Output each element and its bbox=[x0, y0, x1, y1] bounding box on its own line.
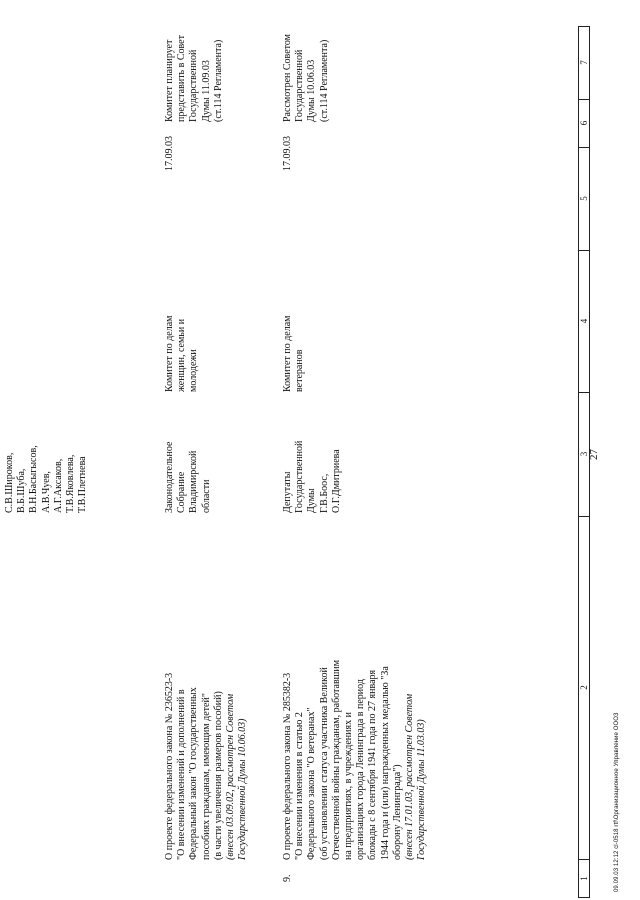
column-header-7: 7 bbox=[579, 26, 589, 100]
row-committee: Комитет по делам женщин, семьи и молодежи bbox=[164, 315, 200, 392]
row-status: Комитет планирует представить в Совет Государственной Думы 11.09.03 (ст.114 Регламента) bbox=[164, 35, 224, 122]
row-date: 17.09.03 bbox=[282, 136, 293, 171]
row-date: 17.09.03 bbox=[164, 136, 175, 171]
row-authors-list: С.В.Широков, В.Б.Шуба, В.Н.Басыгысов, А.В.Чуев, А.Г.Аксаков, Т.В.Яковлева, Т.В.Плетнева bbox=[4, 445, 89, 513]
row-initiator: Законодательное Собрание Владимирской области bbox=[164, 441, 212, 513]
column-header-5: 5 bbox=[579, 147, 589, 251]
row-description: О проекте федерального закона № 285382-3 "О внесении изменения в статью 2 Федерального закона "О ветеранах" (об установлении статуса участника Великой Отечественной войны гражданам, работавшим на предприятиях, в учреждениях и организациях города Ленинграда в период блокады с 8 сентября 1941 года по 27 января 1944 года и (или) награжденных медалью "За оборону Ленинграда") (внесен 17.01.03, рассмотрен Советом Государственной Думы 11.03.03) bbox=[282, 659, 428, 860]
column-header-3: 3 bbox=[579, 392, 589, 517]
row-committee: Комитет по делам ветеранов bbox=[282, 315, 306, 392]
column-header-4: 4 bbox=[579, 250, 589, 393]
row-number: 9. bbox=[282, 874, 293, 882]
column-header-6: 6 bbox=[579, 99, 589, 148]
row-initiator: Депутаты Государственной Думы Г.В.Боос, О.Г.Дмитриева bbox=[282, 440, 342, 513]
row-status: Рассмотрен Советом Государственной Думы 10.06.03 (ст.114 Регламента) bbox=[282, 33, 330, 122]
print-footer: 09.09.03 12:12 cl-0518 rtf\Организационное Управление ООО3 bbox=[614, 712, 620, 892]
row-description: О проекте федерального закона № 236523-3 "О внесении изменений и дополнений в Федеральный закон "О государственных пособиях гражданам, имеющим детей" (в части увеличения размеров пособий) (внесен 03.09.02, рассмотрен Советом Государственной Думы 10.06.03) bbox=[164, 672, 249, 860]
column-header-1: 1 bbox=[579, 876, 589, 881]
column-number-header bbox=[578, 26, 590, 898]
column-header-2: 2 bbox=[579, 516, 589, 860]
page-number: 27 bbox=[588, 449, 600, 460]
